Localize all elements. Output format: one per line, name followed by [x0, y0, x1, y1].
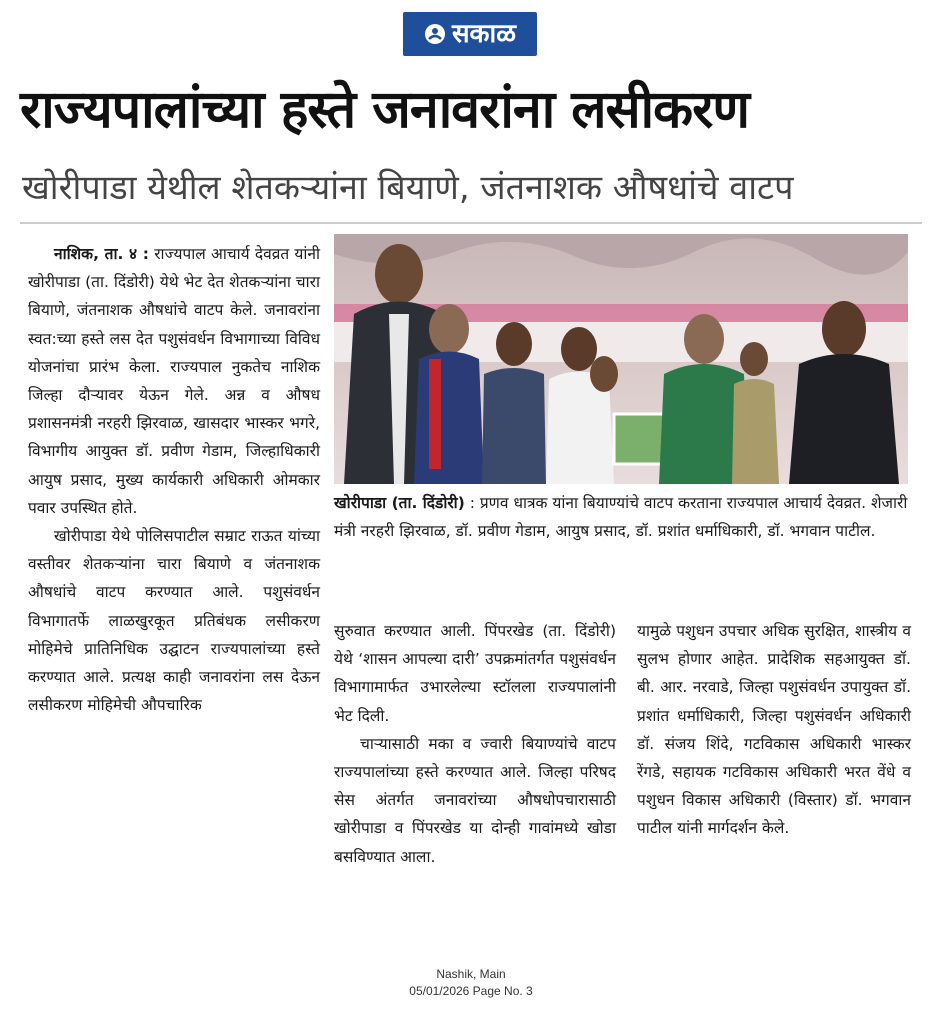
divider: [20, 222, 922, 224]
caption-place: खोरीपाडा (ता. दिंडोरी): [334, 494, 465, 512]
date-page-label: 05/01/2026 Page No. 3: [409, 984, 533, 998]
masthead-logo: [403, 12, 537, 56]
sakal-logo-icon: [424, 23, 446, 45]
article-column-middle: [334, 617, 616, 871]
caption-text: : प्रणव धात्रक यांना बियाण्यांचे वाटप करताना राज्यपाल आचार्य देवव्रत. शेजारी मंत्री नरहरी झिरवाळ, डॉ. प्रवीण गेडाम, आयुष प्रसाद, डॉ. प्रशांत धर्माधिकारी, डॉ. भगवान पाटील.: [334, 494, 908, 540]
article-paragraph: यामुळे पशुधन उपचार अधिक सुरक्षित, शास्त्रीय व सुलभ होणार आहेत. प्रादेशिक सहआयुक्त डॉ. बी. आर. नरवाडे, जिल्हा पशुसंवर्धन उपायुक्त डॉ. प्रशांत धर्माधिकारी, जिल्हा पशुसंवर्धन अधिकारी डॉ. संजय शिंदे, गटविकास अधिकारी भास्कर रेंगडे, सहायक गटविकास अधिकारी भरत वेंधे व पशुधन विकास अधिकारी (विस्तार) डॉ. भगवान पाटील यांनी मार्गदर्शन केले.: [637, 622, 911, 838]
article-paragraph: [28, 240, 320, 522]
article-paragraph: चाऱ्यासाठी मका व ज्वारी बियाण्यांचे वाटप राज्यपालांच्या हस्ते करण्यात आले. जिल्हा परिषद सेस अंतर्गत जनावरांच्या औषधोपचारासाठी खोरीपाडा व पिंपरखेड या दोन्ही गावांमध्ये खोडा बसविण्यात आला.: [334, 734, 616, 866]
edition-label: Nashik, Main: [436, 967, 506, 981]
article-paragraph: सुरुवात करण्यात आली. पिंपरखेड (ता. दिंडोरी) येथे ‘शासन आपल्या दारी’ उपक्रमांतर्गत पशुसंवर्धन विभागामार्फत उभारलेल्या स्टॉलला राज्यपालांनी भेट दिली.: [334, 622, 616, 725]
article-column-left: [28, 240, 320, 719]
headline: राज्यपालांच्या हस्ते जनावरांना लसीकरण: [20, 80, 749, 140]
photo-caption: [334, 490, 908, 545]
page-footer: [0, 966, 942, 1000]
dateline: नाशिक, ता. ४ :: [54, 245, 149, 263]
news-photo: [334, 234, 908, 484]
subheadline: खोरीपाडा येथील शेतकऱ्यांना बियाणे, जंतनाशक औषधांचे वाटप: [22, 168, 794, 208]
article-column-right: [637, 617, 911, 843]
paragraph-text: राज्यपाल आचार्य देवव्रत यांनी खोरीपाडा (ता. दिंडोरी) येथे भेट देत शेतकऱ्यांना चारा बियाणे, जंतनाशक औषधांचे वाटप केले. जनावरांना स्वत:च्या हस्ते लस देत पशुसंवर्धन विभागाच्या विविध योजनांचा प्रारंभ केला. राज्यपाल नुकतेच नाशिक जिल्हा दौऱ्यावर येऊन गेले. अन्न व औषध प्रशासनमंत्री नरहरी झिरवाळ, खासदार भास्कर भगरे, विभागीय आयुक्त डॉ. प्रवीण गेडाम, जिल्हाधिकारी आयुष प्रसाद, मुख्य कार्यकारी अधिकारी ओमकार पवार उपस्थित होते.: [28, 245, 321, 517]
masthead-name: सकाळ: [451, 19, 517, 49]
article-paragraph: खोरीपाडा येथे पोलिसपाटील सम्राट राऊत यांच्या वस्तीवर शेतकऱ्यांना चारा बियाणे व जंतनाशक औषधांचे वाटप करण्यात आले. पशुसंवर्धन विभागातर्फे लाळखुरकूत प्रतिबंधक लसीकरण मोहिमेचे प्रातिनिधिक उद्घाटन राज्यपालांच्या हस्ते करण्यात आले. प्रत्यक्ष काही जनावरांना लस देऊन लसीकरण मोहिमेची औपचारिक: [28, 527, 320, 715]
